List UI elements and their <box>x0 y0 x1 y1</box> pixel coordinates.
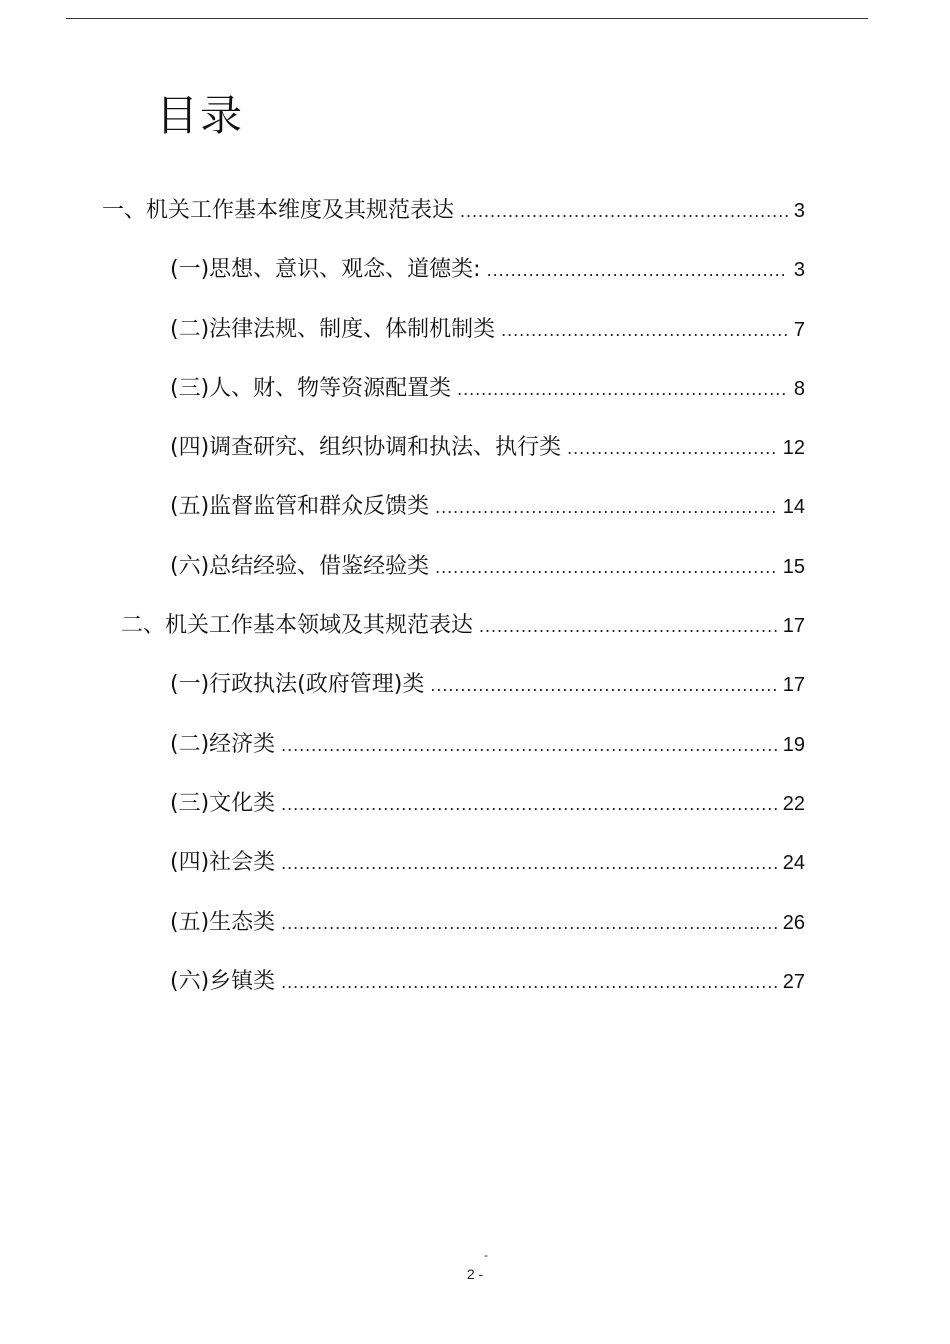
toc-entry-2-4[interactable] <box>0 833 805 892</box>
header-rule <box>66 18 868 19</box>
toc-entry-2-1[interactable] <box>0 655 805 714</box>
toc-entry-label: (四)调查研究、组织协调和执法、执行类 <box>170 435 562 461</box>
toc-dot-leader <box>487 241 788 300</box>
toc-entry-label: 二、机关工作基本领域及其规范表达 <box>121 613 474 639</box>
toc-entry-page: 19 <box>782 733 805 756</box>
toc-entry-2-3[interactable] <box>0 774 805 833</box>
toc-dot-leader <box>281 775 777 834</box>
toc-entry-label: (二)经济类 <box>170 731 276 757</box>
toc-entry-label: (六)乡镇类 <box>170 968 276 994</box>
toc-dot-leader <box>281 953 777 1012</box>
toc-entry-2-2[interactable] <box>0 715 805 774</box>
toc-entry-label: (二)法律法规、制度、体制机制类 <box>170 316 496 342</box>
footer-mark: - <box>484 1248 488 1262</box>
toc-entry-page: 26 <box>782 911 805 934</box>
toc-dot-leader <box>435 538 777 597</box>
toc-entry-label: 一、机关工作基本维度及其规范表达 <box>102 198 455 223</box>
toc-entry-page: 3 <box>793 259 805 282</box>
toc-entry-page: 14 <box>782 496 805 519</box>
toc-entry-page: 15 <box>782 555 805 578</box>
toc-entry-label: (三)文化类 <box>170 790 276 816</box>
toc-entry-page: 22 <box>782 792 805 815</box>
page-number: 2 - <box>466 1266 484 1282</box>
toc-dot-leader <box>281 894 777 953</box>
toc-entry-1-6[interactable] <box>0 537 805 596</box>
toc-entry-2-5[interactable] <box>0 893 805 952</box>
toc-entry-label: (五)生态类 <box>170 909 276 935</box>
toc-entry-page: 12 <box>782 437 805 460</box>
toc-entry-page: 24 <box>782 852 805 875</box>
toc-entry-section-2[interactable] <box>0 596 805 655</box>
toc-dot-leader <box>479 597 777 656</box>
page-title: 目录 <box>156 91 245 140</box>
toc-entry-page: 8 <box>793 377 805 400</box>
table-of-contents <box>0 181 950 1011</box>
toc-entry-label: (六)总结经验、借鉴经验类 <box>170 553 430 579</box>
toc-entry-label: (三)人、财、物等资源配置类 <box>170 375 452 401</box>
toc-entry-1-2[interactable] <box>0 300 805 359</box>
toc-dot-leader <box>435 478 777 537</box>
toc-dot-leader <box>567 419 777 478</box>
toc-entry-page: 7 <box>793 318 805 341</box>
toc-entry-label: (一)行政执法(政府管理)类 <box>170 672 425 698</box>
toc-entry-2-6[interactable] <box>0 952 805 1011</box>
toc-entry-page: 27 <box>782 970 805 993</box>
toc-entry-page: 17 <box>782 674 805 697</box>
toc-dot-leader <box>457 360 788 419</box>
toc-entry-page: 3 <box>793 200 805 222</box>
toc-dot-leader <box>501 301 788 360</box>
toc-dot-leader <box>460 182 788 241</box>
toc-entry-1-1[interactable] <box>0 240 805 299</box>
toc-dot-leader <box>281 716 777 775</box>
toc-dot-leader <box>430 656 776 715</box>
toc-entry-section-1[interactable] <box>0 181 805 240</box>
toc-entry-label: (四)社会类 <box>170 850 276 876</box>
toc-entry-page: 17 <box>782 615 805 638</box>
toc-entry-1-4[interactable] <box>0 418 805 477</box>
toc-entry-label: (一)思想、意识、观念、道德类: <box>170 257 481 283</box>
toc-dot-leader <box>281 834 777 893</box>
toc-entry-1-5[interactable] <box>0 477 805 536</box>
toc-entry-1-3[interactable] <box>0 359 805 418</box>
toc-entry-label: (五)监督监管和群众反馈类 <box>170 494 430 520</box>
